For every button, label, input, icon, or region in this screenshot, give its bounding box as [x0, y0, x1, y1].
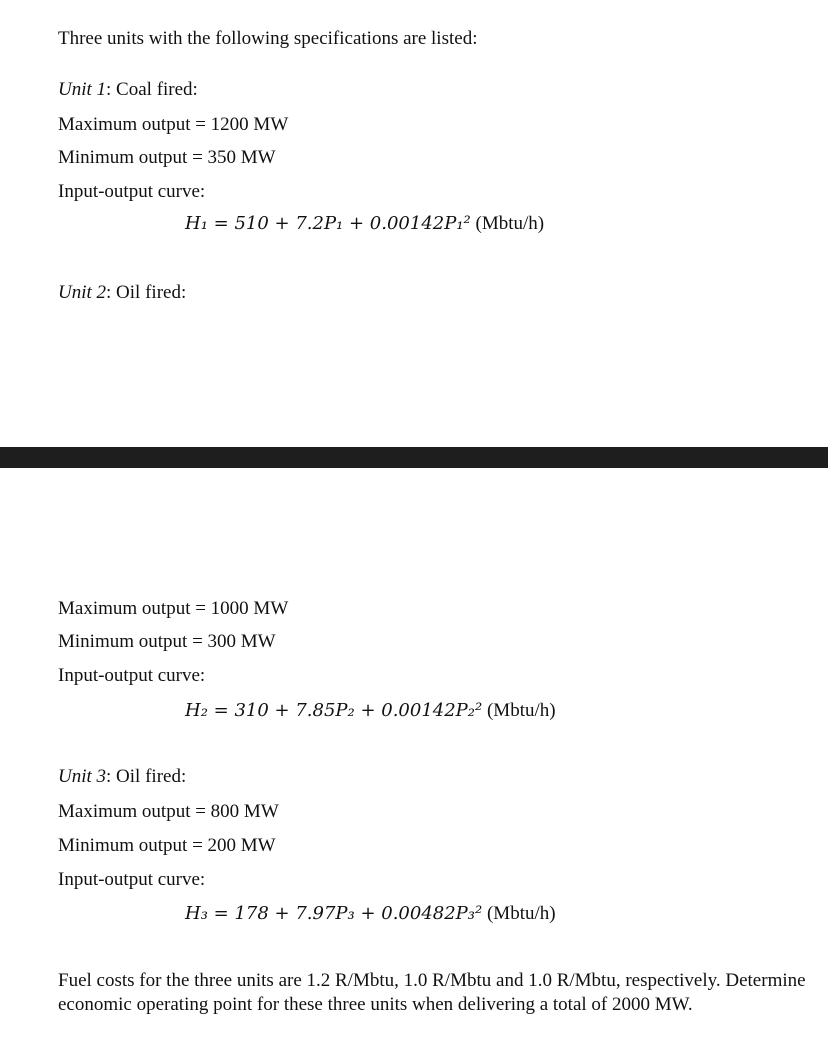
unit2-max-output: Maximum output = 1000 MW [58, 598, 289, 619]
unit3-equation: H₃ = 178 + 7.97P₃ + 0.00482P₃² [185, 903, 483, 924]
unit3-equation-line [185, 901, 556, 927]
unit3-min-output: Minimum output = 200 MW [58, 835, 276, 856]
unit1-name: Unit 1 [58, 79, 107, 100]
intro-text: Three units with the following specifications are listed: [58, 28, 478, 49]
unit2-equation-line [185, 698, 556, 724]
unit2-curve-label: Input-output curve: [58, 665, 206, 686]
unit1-curve-label: Input-output curve: [58, 181, 206, 202]
unit2-equation: H₂ = 310 + 7.85P₂ + 0.00142P₂² [185, 700, 483, 721]
unit3-type: : Oil fired: [106, 766, 187, 787]
unit1-min-output: Minimum output = 350 MW [58, 147, 276, 168]
unit1-equation: H₁ = 510 + 7.2P₁ + 0.00142P₁² [185, 213, 471, 234]
unit3-heading [58, 765, 186, 789]
question-text: Fuel costs for the three units are 1.2 R/Mbtu, 1.0 R/Mbtu and 1.0 R/Mbtu, respectively. Determine economic operating point for these three units when delivering a total of 2000 MW. [58, 970, 806, 1015]
unit1-heading [58, 78, 198, 102]
unit2-min-output: Minimum output = 300 MW [58, 631, 276, 652]
unit1-max-output: Maximum output = 1200 MW [58, 114, 289, 135]
unit2-heading [58, 281, 186, 305]
unit1-equation-line [185, 211, 544, 237]
unit3-equation-units: (Mbtu/h) [486, 903, 556, 924]
unit2-name: Unit 2 [58, 282, 107, 303]
page-divider [0, 447, 828, 468]
unit3-max-output: Maximum output = 800 MW [58, 801, 279, 822]
unit2-equation-units: (Mbtu/h) [486, 700, 556, 721]
unit3-name: Unit 3 [58, 766, 107, 787]
unit1-type: : Coal fired: [106, 79, 198, 100]
unit2-type: : Oil fired: [106, 282, 187, 303]
unit1-equation-units: (Mbtu/h) [475, 213, 545, 234]
unit3-curve-label: Input-output curve: [58, 869, 206, 890]
